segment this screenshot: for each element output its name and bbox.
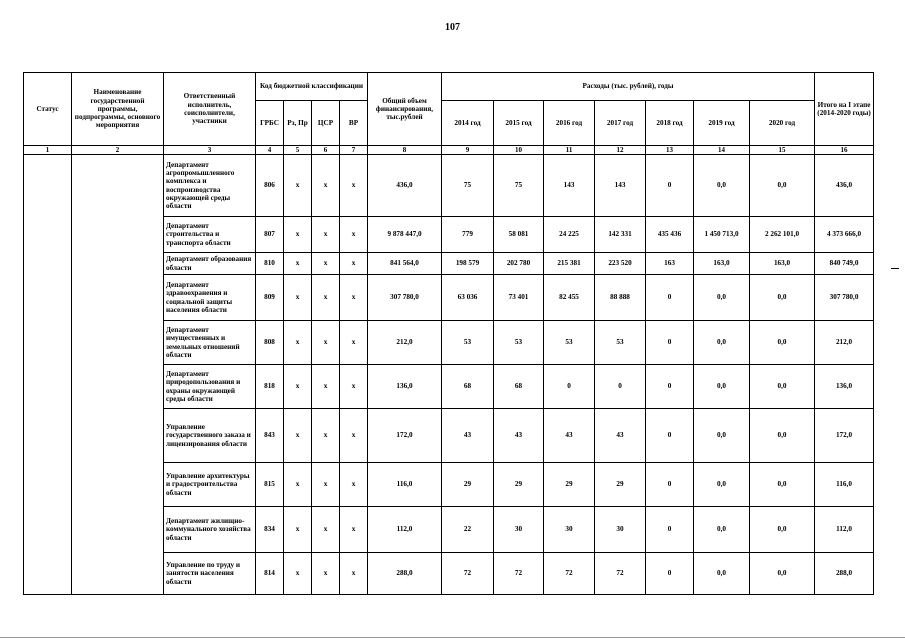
executor-cell: Управление по труду и занятости населения области [164,553,256,595]
column-number: 5 [284,146,312,155]
year-2020-cell: 0,0 [750,507,815,553]
year-2020-cell: 0,0 [750,275,815,321]
vr-cell: х [340,275,368,321]
column-number: 3 [164,146,256,155]
header-year: 2018 год [646,101,694,146]
header-vr: ВР [340,101,368,146]
rz-pr-cell: х [284,463,312,507]
csr-cell: х [312,321,340,365]
csr-cell: х [312,253,340,275]
stage-total-cell: 4 373 666,0 [815,217,874,253]
grbs-cell: 818 [256,365,284,409]
year-2016-cell: 143 [544,155,595,217]
stage-total-cell: 307 780,0 [815,275,874,321]
year-2018-cell: 0 [646,365,694,409]
csr-cell: х [312,409,340,463]
year-2018-cell: 435 436 [646,217,694,253]
total-cell: 136,0 [368,365,442,409]
header-name: Наименование государственной программы, подпрограммы, основного мероприятия [72,73,164,146]
year-2014-cell: 43 [442,409,494,463]
year-2019-cell: 1 450 713,0 [694,217,750,253]
csr-cell: х [312,507,340,553]
scan-mark [0,637,905,638]
rz-pr-cell: х [284,217,312,253]
year-2017-cell: 142 331 [595,217,646,253]
year-2014-cell: 779 [442,217,494,253]
year-2019-cell: 0,0 [694,463,750,507]
executor-cell: Управление государственного заказа и лицензирования области [164,409,256,463]
year-2017-cell: 29 [595,463,646,507]
column-number: 6 [312,146,340,155]
rz-pr-cell: х [284,275,312,321]
total-cell: 172,0 [368,409,442,463]
stage-total-cell: 212,0 [815,321,874,365]
year-2016-cell: 82 455 [544,275,595,321]
rz-pr-cell: х [284,507,312,553]
year-2014-cell: 22 [442,507,494,553]
year-2014-cell: 53 [442,321,494,365]
year-2020-cell: 0,0 [750,463,815,507]
year-2019-cell: 163,0 [694,253,750,275]
year-2017-cell: 72 [595,553,646,595]
header-year: 2019 год [694,101,750,146]
column-number: 2 [72,146,164,155]
year-2020-cell: 0,0 [750,553,815,595]
column-number: 14 [694,146,750,155]
status-cell [24,155,72,595]
year-2018-cell: 0 [646,463,694,507]
table-row [24,155,874,217]
year-2018-cell: 0 [646,155,694,217]
executor-cell: Департамент имущественных и земельных отношений области [164,321,256,365]
column-number: 10 [494,146,544,155]
year-2015-cell: 72 [494,553,544,595]
total-cell: 9 878 447,0 [368,217,442,253]
csr-cell: х [312,463,340,507]
header-csr: ЦСР [312,101,340,146]
year-2018-cell: 163 [646,253,694,275]
rz-pr-cell: х [284,409,312,463]
executor-cell: Департамент строительства и транспорта области [164,217,256,253]
stage-total-cell: 116,0 [815,463,874,507]
grbs-cell: 807 [256,217,284,253]
header-stage-total: Итого на I этапе (2014-2020 годы) [815,73,874,146]
grbs-cell: 814 [256,553,284,595]
header-expenses: Расходы (тыс. рублей), годы [442,73,815,101]
grbs-cell: 806 [256,155,284,217]
year-2014-cell: 63 036 [442,275,494,321]
year-2015-cell: 30 [494,507,544,553]
header-rz-pr: Рз, Пр [284,101,312,146]
year-2016-cell: 24 225 [544,217,595,253]
year-2019-cell: 0,0 [694,365,750,409]
stage-total-cell: 136,0 [815,365,874,409]
year-2015-cell: 53 [494,321,544,365]
column-number: 7 [340,146,368,155]
executor-cell: Департамент агропромышленного комплекса и воспроизводства окружающей среды области [164,155,256,217]
header-year: 2015 год [494,101,544,146]
total-cell: 288,0 [368,553,442,595]
year-2019-cell: 0,0 [694,155,750,217]
executor-cell: Департамент природопользования и охраны окружающей среды области [164,365,256,409]
year-2017-cell: 88 888 [595,275,646,321]
year-2014-cell: 29 [442,463,494,507]
column-number: 4 [256,146,284,155]
csr-cell: х [312,155,340,217]
year-2016-cell: 0 [544,365,595,409]
stage-total-cell: 288,0 [815,553,874,595]
year-2018-cell: 0 [646,553,694,595]
total-cell: 116,0 [368,463,442,507]
page-number: 107 [445,22,460,33]
csr-cell: х [312,217,340,253]
year-2015-cell: 202 780 [494,253,544,275]
stage-total-cell: 172,0 [815,409,874,463]
stage-total-cell: 840 749,0 [815,253,874,275]
vr-cell: х [340,365,368,409]
budget-table [23,72,874,595]
rz-pr-cell: х [284,155,312,217]
year-2016-cell: 72 [544,553,595,595]
year-2020-cell: 2 262 101,0 [750,217,815,253]
year-2014-cell: 198 579 [442,253,494,275]
year-2018-cell: 0 [646,507,694,553]
column-number: 9 [442,146,494,155]
grbs-cell: 815 [256,463,284,507]
total-cell: 436,0 [368,155,442,217]
year-2017-cell: 0 [595,365,646,409]
year-2017-cell: 223 520 [595,253,646,275]
column-number: 11 [544,146,595,155]
year-2015-cell: 58 081 [494,217,544,253]
year-2014-cell: 72 [442,553,494,595]
column-number: 8 [368,146,442,155]
header-budget-code: Код бюджетной классификации [256,73,368,101]
year-2018-cell: 0 [646,321,694,365]
header-grbs: ГРБС [256,101,284,146]
vr-cell: х [340,217,368,253]
column-number: 1 [24,146,72,155]
year-2017-cell: 43 [595,409,646,463]
rz-pr-cell: х [284,321,312,365]
csr-cell: х [312,553,340,595]
executor-cell: Управление архитектуры и градостроительства области [164,463,256,507]
year-2016-cell: 215 381 [544,253,595,275]
year-2016-cell: 30 [544,507,595,553]
year-2017-cell: 30 [595,507,646,553]
total-cell: 307 780,0 [368,275,442,321]
column-number: 15 [750,146,815,155]
stage-total-cell: 436,0 [815,155,874,217]
column-number-row [24,146,874,155]
grbs-cell: 809 [256,275,284,321]
column-number: 13 [646,146,694,155]
vr-cell: х [340,463,368,507]
executor-cell: Департамент здравоохранения и социальной защиты населения области [164,275,256,321]
name-cell [72,155,164,595]
column-number: 16 [815,146,874,155]
total-cell: 212,0 [368,321,442,365]
header-total-volume: Общий объем финансирования, тыс.рублей [368,73,442,146]
rz-pr-cell: х [284,365,312,409]
year-2017-cell: 53 [595,321,646,365]
year-2019-cell: 0,0 [694,321,750,365]
year-2018-cell: 0 [646,275,694,321]
year-2019-cell: 0,0 [694,275,750,321]
year-2020-cell: 163,0 [750,253,815,275]
year-2020-cell: 0,0 [750,321,815,365]
vr-cell: х [340,507,368,553]
vr-cell: х [340,253,368,275]
year-2019-cell: 0,0 [694,553,750,595]
year-2015-cell: 73 401 [494,275,544,321]
year-2014-cell: 75 [442,155,494,217]
year-2020-cell: 0,0 [750,155,815,217]
executor-cell: Департамент образования области [164,253,256,275]
header-year: 2016 год [544,101,595,146]
year-2015-cell: 43 [494,409,544,463]
csr-cell: х [312,365,340,409]
stage-total-cell: 112,0 [815,507,874,553]
year-2020-cell: 0,0 [750,409,815,463]
scan-mark [891,268,899,269]
year-2015-cell: 29 [494,463,544,507]
vr-cell: х [340,155,368,217]
year-2019-cell: 0,0 [694,409,750,463]
total-cell: 112,0 [368,507,442,553]
year-2014-cell: 68 [442,365,494,409]
vr-cell: х [340,409,368,463]
header-year: 2017 год [595,101,646,146]
rz-pr-cell: х [284,553,312,595]
year-2019-cell: 0,0 [694,507,750,553]
csr-cell: х [312,275,340,321]
grbs-cell: 834 [256,507,284,553]
year-2016-cell: 43 [544,409,595,463]
rz-pr-cell: х [284,253,312,275]
year-2020-cell: 0,0 [750,365,815,409]
vr-cell: х [340,321,368,365]
header-year: 2020 год [750,101,815,146]
grbs-cell: 808 [256,321,284,365]
header-executor: Ответственный исполнитель, соисполнители, участники [164,73,256,146]
grbs-cell: 810 [256,253,284,275]
year-2016-cell: 53 [544,321,595,365]
column-number: 12 [595,146,646,155]
total-cell: 841 564,0 [368,253,442,275]
grbs-cell: 843 [256,409,284,463]
year-2015-cell: 75 [494,155,544,217]
executor-cell: Департамент жилищно-коммунального хозяйства области [164,507,256,553]
header-status: Статус [24,73,72,146]
year-2015-cell: 68 [494,365,544,409]
year-2017-cell: 143 [595,155,646,217]
vr-cell: х [340,553,368,595]
year-2016-cell: 29 [544,463,595,507]
header-year: 2014 год [442,101,494,146]
year-2018-cell: 0 [646,409,694,463]
